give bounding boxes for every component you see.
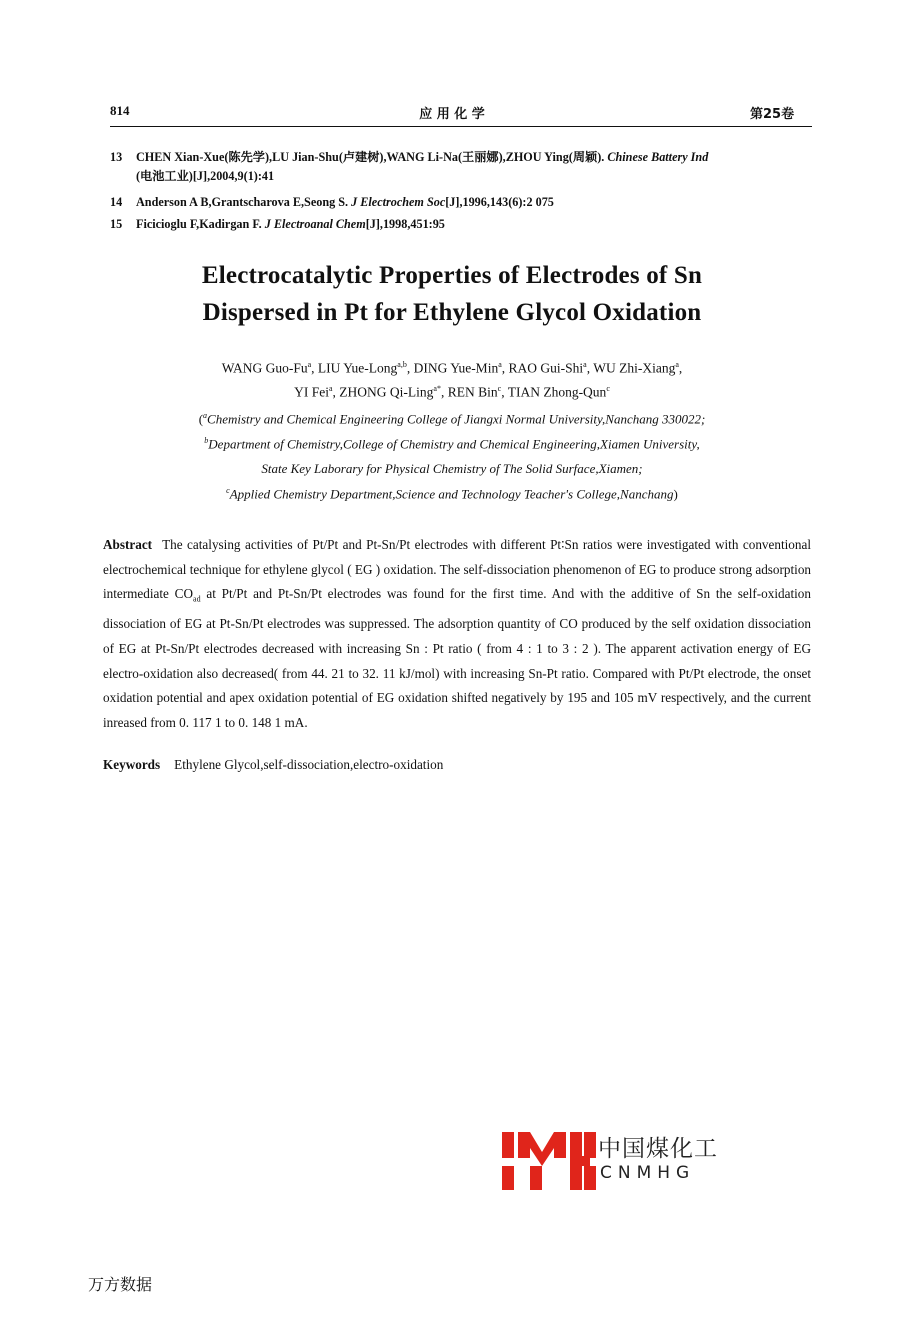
author-sep: , [406,360,414,376]
affiliation-mark: a [203,411,208,420]
author-affil: c [606,384,610,393]
affiliation-text: Applied Chemistry Department,Science and Technology Teacher's College,Nanchang [229,486,674,502]
footer-watermark: 万方数据 [88,1275,153,1294]
abstract-label: Abstract [103,537,153,552]
reference-number: 14 [110,195,123,209]
abstract-subscript: ad [193,594,201,604]
header-rule [110,126,812,127]
keywords [103,757,443,773]
affiliation-mark: b [204,436,209,445]
reference-number: 13 [110,150,123,164]
reference-13 [110,148,820,186]
affiliation-text: Chemistry and Chemical Engineering College of Jiangxi Normal University,Nanchang 330022; [207,411,706,427]
affiliation-a [0,411,904,427]
author-sep: , [678,360,683,376]
author-name: TIAN Zhong-Qun [507,384,607,400]
author-line-1 [0,360,904,377]
reference-text: [J],1998, [365,217,411,231]
affiliation-mark: c [226,486,230,495]
author-affil: a [583,360,587,369]
reference-text: Ficicioglu F,Kadirgan F. [136,217,262,231]
reference-volume: 143 [489,195,509,209]
reference-text: [J],1996, [445,195,490,209]
reference-text: (6):2 075 [508,195,554,209]
abstract-text-2: at Pt/Pt and Pt-Sn/Pt electrodes was found for the first time. And with the additive of Sn the self-oxidation dissociation of EG at Pt-Sn/Pt electrodes was suppressed. The adsorption quantity of CO produced by the self oxidation dissociation of EG at Pt-Sn/Pt electrodes decreased with increasing Sn : Pt ratio ( from 4 : 1 to 3 : 2 ). The apparent activation energy of EG electro-oxidation also decreased( from 44. 21 to 32. 11 kJ/mol) with increasing Sn-Pt ratio. Compared with Pt/Pt electrode, the onset oxidation potential and apex oxidation potential of EG oxidation shifted negatively by 195 and 105 mV respectively, and the current inreased from 0. 117 1 to 0. 148 1 mA. [103,586,811,730]
affiliation-paren: ) [673,486,678,502]
reference-14 [110,193,820,212]
affiliation-paren: ( [198,411,204,427]
affiliation-text: Department of Chemistry,College of Chemistry and Chemical Engineering,Xiamen University, [208,436,700,452]
author-name: WANG Guo-Fu [221,360,308,376]
reference-volume: 9 [237,169,244,183]
author-affil: a* [433,384,441,393]
author-name: WU Zhi-Xiang [593,360,676,376]
affiliation-b-2: State Key Laborary for Physical Chemistry of The Solid Surface,Xiamen; [261,461,643,476]
paper-title-line-1: Electrocatalytic Properties of Electrodes of Sn [201,262,703,289]
paper-title-line-2: Dispersed in Pt for Ethylene Glycol Oxidation [202,299,702,326]
logo-chinese-text: 中国煤化工 [598,1136,718,1162]
author-sep: , [501,384,508,400]
author-line-2 [0,384,904,401]
author-name: REN Bin [447,384,498,400]
reference-text: Anderson A B,Grantscharova E,Seong S. [136,195,349,209]
author-affil: a [675,360,679,369]
affiliation-c [0,486,904,502]
author-sep: , [440,384,448,400]
author-name: RAO Gui-Shi [508,360,584,376]
keywords-label: Keywords [103,757,161,772]
reference-volume: 451 [410,217,429,231]
volume-label: 第25卷 [750,107,795,122]
page-number: 814 [110,103,130,118]
logo-english-text: CNMHG [600,1163,696,1183]
author-name: ZHONG Qi-Ling [339,384,434,400]
reference-journal: Chinese Battery Ind [607,150,709,164]
author-sep: , [501,360,509,376]
reference-number: 15 [110,217,123,231]
author-name: DING Yue-Min [413,360,499,376]
author-sep: , [311,360,318,376]
reference-text: (1):41 [243,169,275,183]
reference-text: CHEN Xian-Xue(陈先学),LU Jian-Shu(卢建树),WANG Li-Na(王丽娜),ZHOU Ying(周颖). [136,150,605,164]
author-sep: , [332,384,340,400]
reference-journal: J Electrochem Soc [351,195,446,209]
author-sep: , [586,360,594,376]
reference-journal: J Electroanal Chem [264,217,366,231]
author-affil: a [307,360,312,369]
author-name: LIU Yue-Long [317,360,398,376]
author-affil: a [328,384,333,393]
author-name: YI Fei [294,384,329,400]
abstract-text: The catalysing activities of Pt/Pt and Pt-Sn/Pt electrodes with different Pt∶Sn ratios were investigated with conventional electrochemical technique for ethylene glycol ( EG ) oxidation. The self-dissociation phenomenon of EG to produce strong adsorption intermediate CO [103,537,812,602]
author-affil: a [498,360,502,369]
keywords-text: Ethylene Glycol,self-dissociation,electro-oxidation [174,757,444,772]
journal-name: 应 用 化 学 [419,107,485,122]
affiliation-b [0,436,904,452]
reference-text: :95 [428,217,445,231]
abstract [103,533,811,735]
reference-text: (电池工业)[J],2004, [136,169,238,183]
reference-15 [110,215,820,234]
author-affil: a,b [397,360,407,369]
author-affil: c [497,384,502,393]
